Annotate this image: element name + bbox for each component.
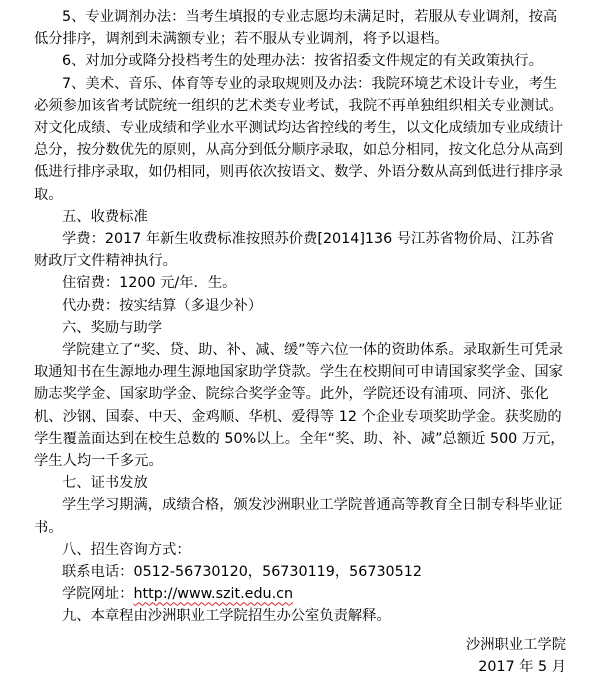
website-link[interactable]: http://www.szit.edu.cn — [133, 586, 294, 603]
signature-block — [34, 634, 566, 678]
fees-lodging: 住宿费：1200 元/年．生。 — [62, 275, 237, 292]
consult-heading: 八、招生咨询方式： — [62, 541, 191, 558]
fees-agency: 代办费：按实结算（多退少补） — [62, 297, 263, 314]
signature-org: 沙洲职业工学院 — [465, 636, 566, 653]
aid-heading: 六、奖励与助学 — [62, 319, 163, 336]
paragraph-interpretation: 九、本章程由沙洲职业工学院招生办公室负责解释。 — [62, 608, 391, 625]
fees-tuition: 学费：2017 年新生收费标准按照苏价费[2014]136 号江苏省物价局、江苏省财政厅文件精神执行。 — [34, 231, 555, 270]
document-body — [34, 6, 566, 678]
consult-phone: 联系电话：0512-56730120，56730119，56730512 — [62, 564, 422, 581]
signature-date: 2017 年 5 月 — [478, 658, 566, 675]
certificate-heading: 七、证书发放 — [62, 475, 148, 492]
paragraph-bonus-points: 6、对加分或降分投档考生的处理办法：按省招委文件规定的有关政策执行。 — [62, 53, 543, 70]
fees-heading: 五、收费标准 — [62, 208, 148, 225]
aid-body: 学院建立了“奖、贷、助、补、减、缓”等六位一体的资助体系。录取新生可凭录取通知书在生源地办理生源地国家助学贷款。学生在校期间可申请国家奖学金、国家励志奖学金、国家助学金、院综合奖学金等。此外，学院还设有浦项、同济、张化机、沙钢、国泰、中天、金鸡顺、华机、爱得等 12 个企业专项奖助学金。获奖励的学生覆盖面达到在校生总数的 50%以上。全年“奖、助、补、减”总额近 500 万元，学生人均一千多元。 — [34, 342, 565, 470]
certificate-body: 学生学习期满，成绩合格，颁发沙洲职业工学院普通高等教育全日制专科毕业证书。 — [34, 497, 563, 536]
website-label: 学院网址： — [62, 586, 134, 603]
paragraph-art-admission: 7、美术、音乐、体育等专业的录取规则及办法：我院环境艺术设计专业，考生必须参加该省考试院统一组织的艺术类专业考试，我院不再单独组织相关专业测试。对文化成绩、专业成绩和学业水平测试均达省控线的考生，以文化成绩加专业成绩计总分，按分数优先的原则，从高分到低分顺序录取，如总分相同，按文化总分从高到低进行排序录取，如仍相同，则再依次按语文、数学、外语分数从高到低进行排序录取。 — [34, 75, 563, 203]
paragraph-transfer-rules: 5、专业调剂办法：当考生填报的专业志愿均未满足时，若服从专业调剂，按高低分排序，调剂到未满额专业；若不服从专业调剂，将予以退档。 — [34, 9, 558, 48]
consult-website — [34, 583, 566, 605]
